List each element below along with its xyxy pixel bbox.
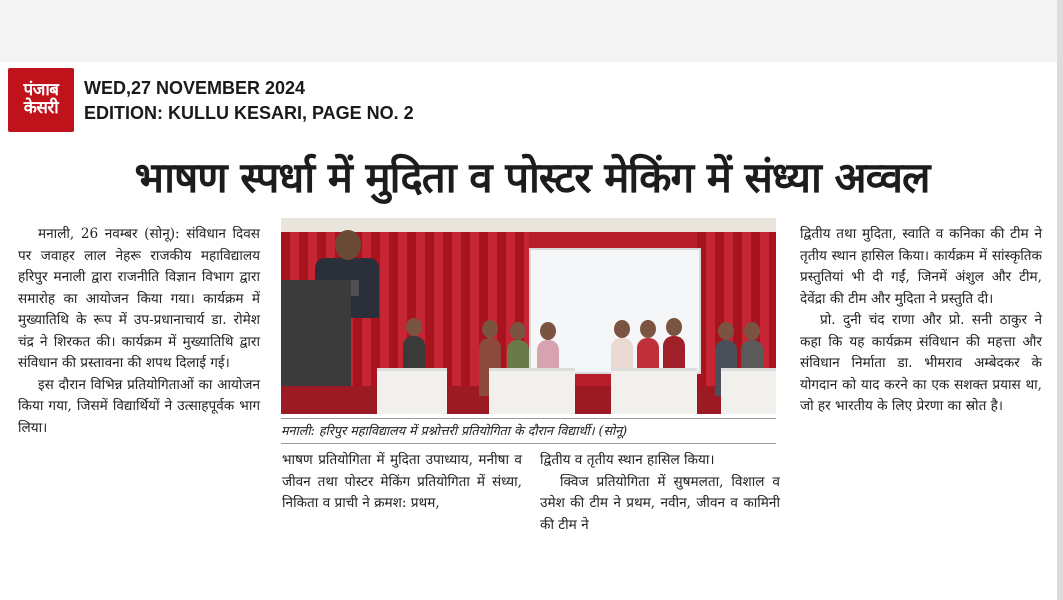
photo-caption: मनाली: हरिपुर महाविद्यालय में प्रश्नोत्तरी प्रतियोगिता के दौरान विद्यार्थी। (सोनू) [281,418,776,444]
student-head [640,320,656,338]
right-edge [1057,0,1063,600]
publication-date: WED,27 NOVEMBER 2024 [84,78,306,98]
article-column-1 [18,224,260,439]
paragraph: भाषण प्रतियोगिता में मुदिता उपाध्याय, मनीषा व जीवन तथा पोस्टर मेकिंग प्रतियोगिता में संध्या, निकिता व प्राची ने क्रमश: प्रथम, [282,452,522,511]
paragraph: क्विज प्रतियोगिता में सुषमलता, विशाल व उमेश की टीम ने प्रथम, नवीन, जीवन व कामिनी की टीम ने [540,473,780,533]
desk [489,368,575,414]
desk [611,368,697,414]
dateline [84,76,414,126]
paragraph: द्वितीय तथा मुदिता, स्वाति व कनिका की टीम ने तृतीय स्थान हासिल किया। कार्यक्रम में सांस्कृतिक प्रस्तुतियां भी दी गईं, जिनमें अंशुल और टीम, देवेंद्रा की टीम और मुदिता ने प्रस्तुति दी। [800,226,1042,307]
paragraph: द्वितीय व तृतीय स्थान हासिल किया। [540,452,715,468]
student-head [540,322,556,340]
top-margin [0,0,1063,62]
student-head [482,320,498,338]
paragraph: प्रो. दुनी चंद राणा और प्रो. सनी ठाकुर ने कहा कि यह कार्यक्रम संविधान की महत्ता और संविधान निर्माता डा. भीमराव अम्बेदकर के योगदान को याद करने का एक सशक्त प्रयास था, जो हर भारतीय के लिए प्रेरणा का स्रोत है। [800,312,1042,414]
student-head [510,322,526,340]
speaker-head [335,230,361,260]
student-head [744,322,760,340]
desk [721,368,776,414]
paragraph: मनाली, 26 नवम्बर (सोनू): संविधान दिवस पर जवाहर लाल नेहरू राजकीय महाविद्यालय हरिपुर मनाली द्वारा राजनीति विज्ञान विभाग द्वारा समारोह का आयोजन किया गया। कार्यक्रम में मुख्यातिथि के रूप में उप-प्रधानाचार्य डा. रोमेश चंद्र ने शिरकत की। कार्यक्रम में मुख्यातिथि द्वारा संविधान की प्रस्तावना की शपथ दिलाई गई। [18,226,260,371]
article-headline: भाषण स्पर्धा में मुदिता व पोस्टर मेकिंग में संध्या अव्वल [134,153,930,202]
punjab-kesari-logo [8,68,74,132]
desk [377,368,447,414]
paragraph: इस दौरान विभिन्न प्रतियोगिताओं का आयोजन किया गया, जिसमें विद्यार्थियों ने उत्साहपूर्वक भाग लिया। [18,376,260,436]
event-photo [281,218,776,414]
logo-line1: पंजाब [23,80,59,101]
article-column-2 [282,450,522,515]
publication-edition: EDITION: KULLU KESARI, PAGE NO. 2 [84,103,414,123]
student-head [406,318,422,336]
article-column-3 [540,450,780,536]
student-head [718,322,734,340]
student-head [666,318,682,336]
student-head [614,320,630,338]
photo-ceiling [281,218,776,232]
article-column-4 [800,224,1042,418]
logo-line2: केसरी [23,98,59,118]
